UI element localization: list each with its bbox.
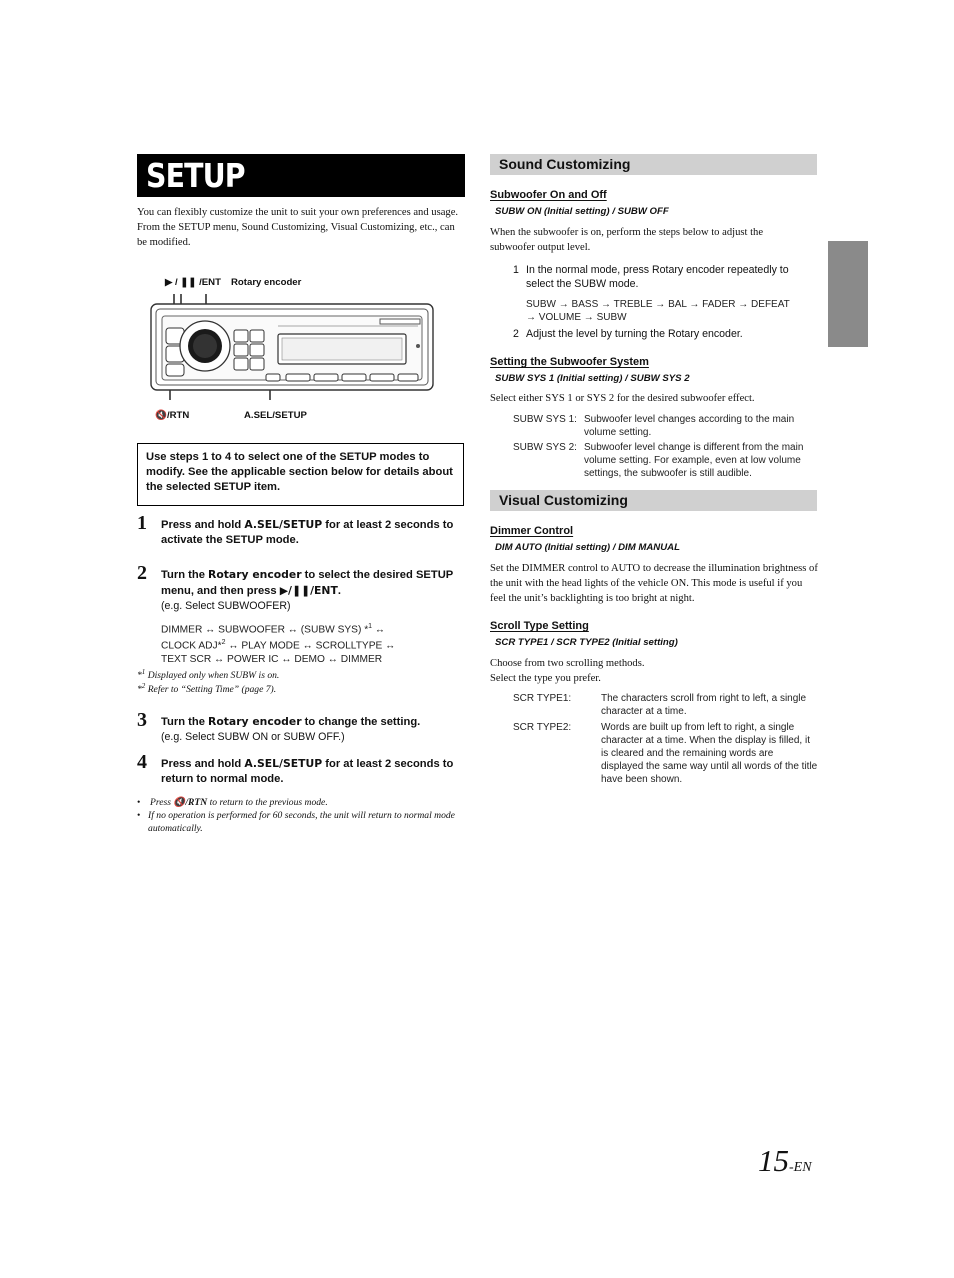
intro-paragraph: You can flexibly customize the unit to suit your own preferences and usage. From the SETUP menu, Sound Customizing, Visual Customizing, etc., can be modified. xyxy=(137,207,459,248)
initial-setting-dimmer: DIM AUTO (Initial setting) / DIM MANUAL xyxy=(495,542,680,553)
footnote-2: *$^2$ Refer to “Setting Time” (page 7). xyxy=(137,682,277,696)
step-4-text: Press and hold A.SEL/SETUP for at least 2 seconds to return to normal mode. xyxy=(161,757,454,785)
page-number: 15-EN xyxy=(758,1143,812,1178)
scroll-type-description: Choose from two scrolling methods. Select the type you prefer. xyxy=(490,658,645,684)
dimmer-description: Set the DIMMER control to AUTO to decrease the illumination brightness of the unit with the head lights of the vehicle ON. This mode is useful if you feel the unit’s backlighting is too bright at night. xyxy=(490,563,818,604)
subsection-title-scroll-type: Scroll Type Setting xyxy=(490,620,589,632)
subsection-title-dimmer: Dimmer Control xyxy=(490,525,574,537)
subsection-title-subwoofer-on-off: Subwoofer On and Off xyxy=(490,189,607,201)
bullet-list xyxy=(137,796,457,835)
step-2-example: (e.g. Select SUBWOOFER) xyxy=(161,600,291,612)
chapter-side-tab xyxy=(828,241,868,347)
page-title-bar xyxy=(137,154,465,197)
page-title: SETUP xyxy=(146,156,245,195)
label-asel-setup: A.SEL/SETUP xyxy=(244,410,307,421)
keyword-asel-setup: A.SEL/SETUP xyxy=(244,518,323,531)
step-1-text: Press and hold A.SEL/SETUP for at least 2 seconds to activate the SETUP mode. xyxy=(161,518,454,546)
section-heading-sound: Sound Customizing xyxy=(490,154,817,175)
subw-mode-sequence: SUBW → BASS → TREBLE → BAL → FADER → DEFEAT → VOLUME → SUBW xyxy=(526,299,790,323)
keyword-rotary-encoder: Rotary encoder xyxy=(208,568,302,581)
section-heading-visual: Visual Customizing xyxy=(490,490,817,511)
subwoofer-step-1: 1 In the normal mode, press Rotary encoder repeatedly to select the SUBW mode. xyxy=(513,264,789,290)
keyword-rotary-encoder: Rotary encoder xyxy=(208,715,302,728)
label-play-ent: ▶ / ❚❚ /ENT xyxy=(165,277,221,288)
bullet-item: • Press 🔇/RTN to return to the previous mode. xyxy=(137,797,328,808)
subw-sys-2-item: SUBW SYS 2: Subwoofer level change is different from the main volume setting. For example, even at low volume settings, the subwoofer is still audible. xyxy=(513,442,804,479)
step-number: 2 xyxy=(137,562,147,584)
step-number: 3 xyxy=(137,709,147,731)
step-3-example: (e.g. Select SUBW ON or SUBW OFF.) xyxy=(161,731,345,743)
label-rotary-encoder: Rotary encoder xyxy=(231,277,302,288)
scr-type2-item: SCR TYPE2: Words are built up from left to right, a single character at a time. When the display is filled, it is cleared and the remaining words are displayed the same way until all words of the title have been shown. xyxy=(513,722,818,785)
initial-setting-scroll-type: SCR TYPE1 / SCR TYPE2 (Initial setting) xyxy=(495,637,678,648)
subwoofer-step-2: 2 Adjust the level by turning the Rotary encoder. xyxy=(513,328,743,340)
subw-sys-1-item: SUBW SYS 1: Subwoofer level changes according to the main volume setting. xyxy=(513,414,795,438)
step-2-text: Turn the Rotary encoder to select the desired SETUP menu, and then press ▶/❚❚/ENT. (e.g. Select SUBWOOFER) xyxy=(161,568,454,612)
keyword-play-ent: ▶/❚❚/ENT xyxy=(279,584,338,597)
initial-setting-subw-sys: SUBW SYS 1 (Initial setting) / SUBW SYS 2 xyxy=(495,373,690,384)
initial-setting-subw-on: SUBW ON (Initial setting) / SUBW OFF xyxy=(495,206,669,217)
subwoofer-description: When the subwoofer is on, perform the steps below to adjust the subwoofer output level. xyxy=(490,227,764,253)
scr-type1-item: SCR TYPE1: The characters scroll from right to left, a single character at a time. xyxy=(513,693,807,717)
step-number: 1 xyxy=(137,512,147,534)
head-unit-illustration xyxy=(150,294,435,400)
step-3-text: Turn the Rotary encoder to change the setting. (e.g. Select SUBW ON or SUBW OFF.) xyxy=(161,715,421,743)
step-number: 4 xyxy=(137,751,147,773)
bullet-item: • If no operation is performed for 60 seconds, the unit will return to normal mode automatically. xyxy=(137,810,455,834)
setup-menu-sequence: DIMMER ↔ SUBWOOFER ↔ (SUBW SYS) *$^1$ ↔ CLOCK ADJ*$^2$ ↔ PLAY MODE ↔ SCROLLTYPE ↔ TEXT SCR ↔ POWER IC ↔ DEMO ↔ DIMMER xyxy=(161,623,396,665)
footnote-1: *$^1$ Displayed only when SUBW is on. xyxy=(137,668,280,682)
subsection-title-subwoofer-system: Setting the Subwoofer System xyxy=(490,356,649,368)
subwoofer-system-description: Select either SYS 1 or SYS 2 for the desired subwoofer effect. xyxy=(490,393,755,404)
keyword-asel-setup: A.SEL/SETUP xyxy=(244,757,323,770)
instruction-note-box: Use steps 1 to 4 to select one of the SETUP modes to modify. See the applicable section below for details about the selected SETUP item. xyxy=(137,443,464,506)
label-mute-rtn: 🔇/RTN xyxy=(155,410,190,421)
